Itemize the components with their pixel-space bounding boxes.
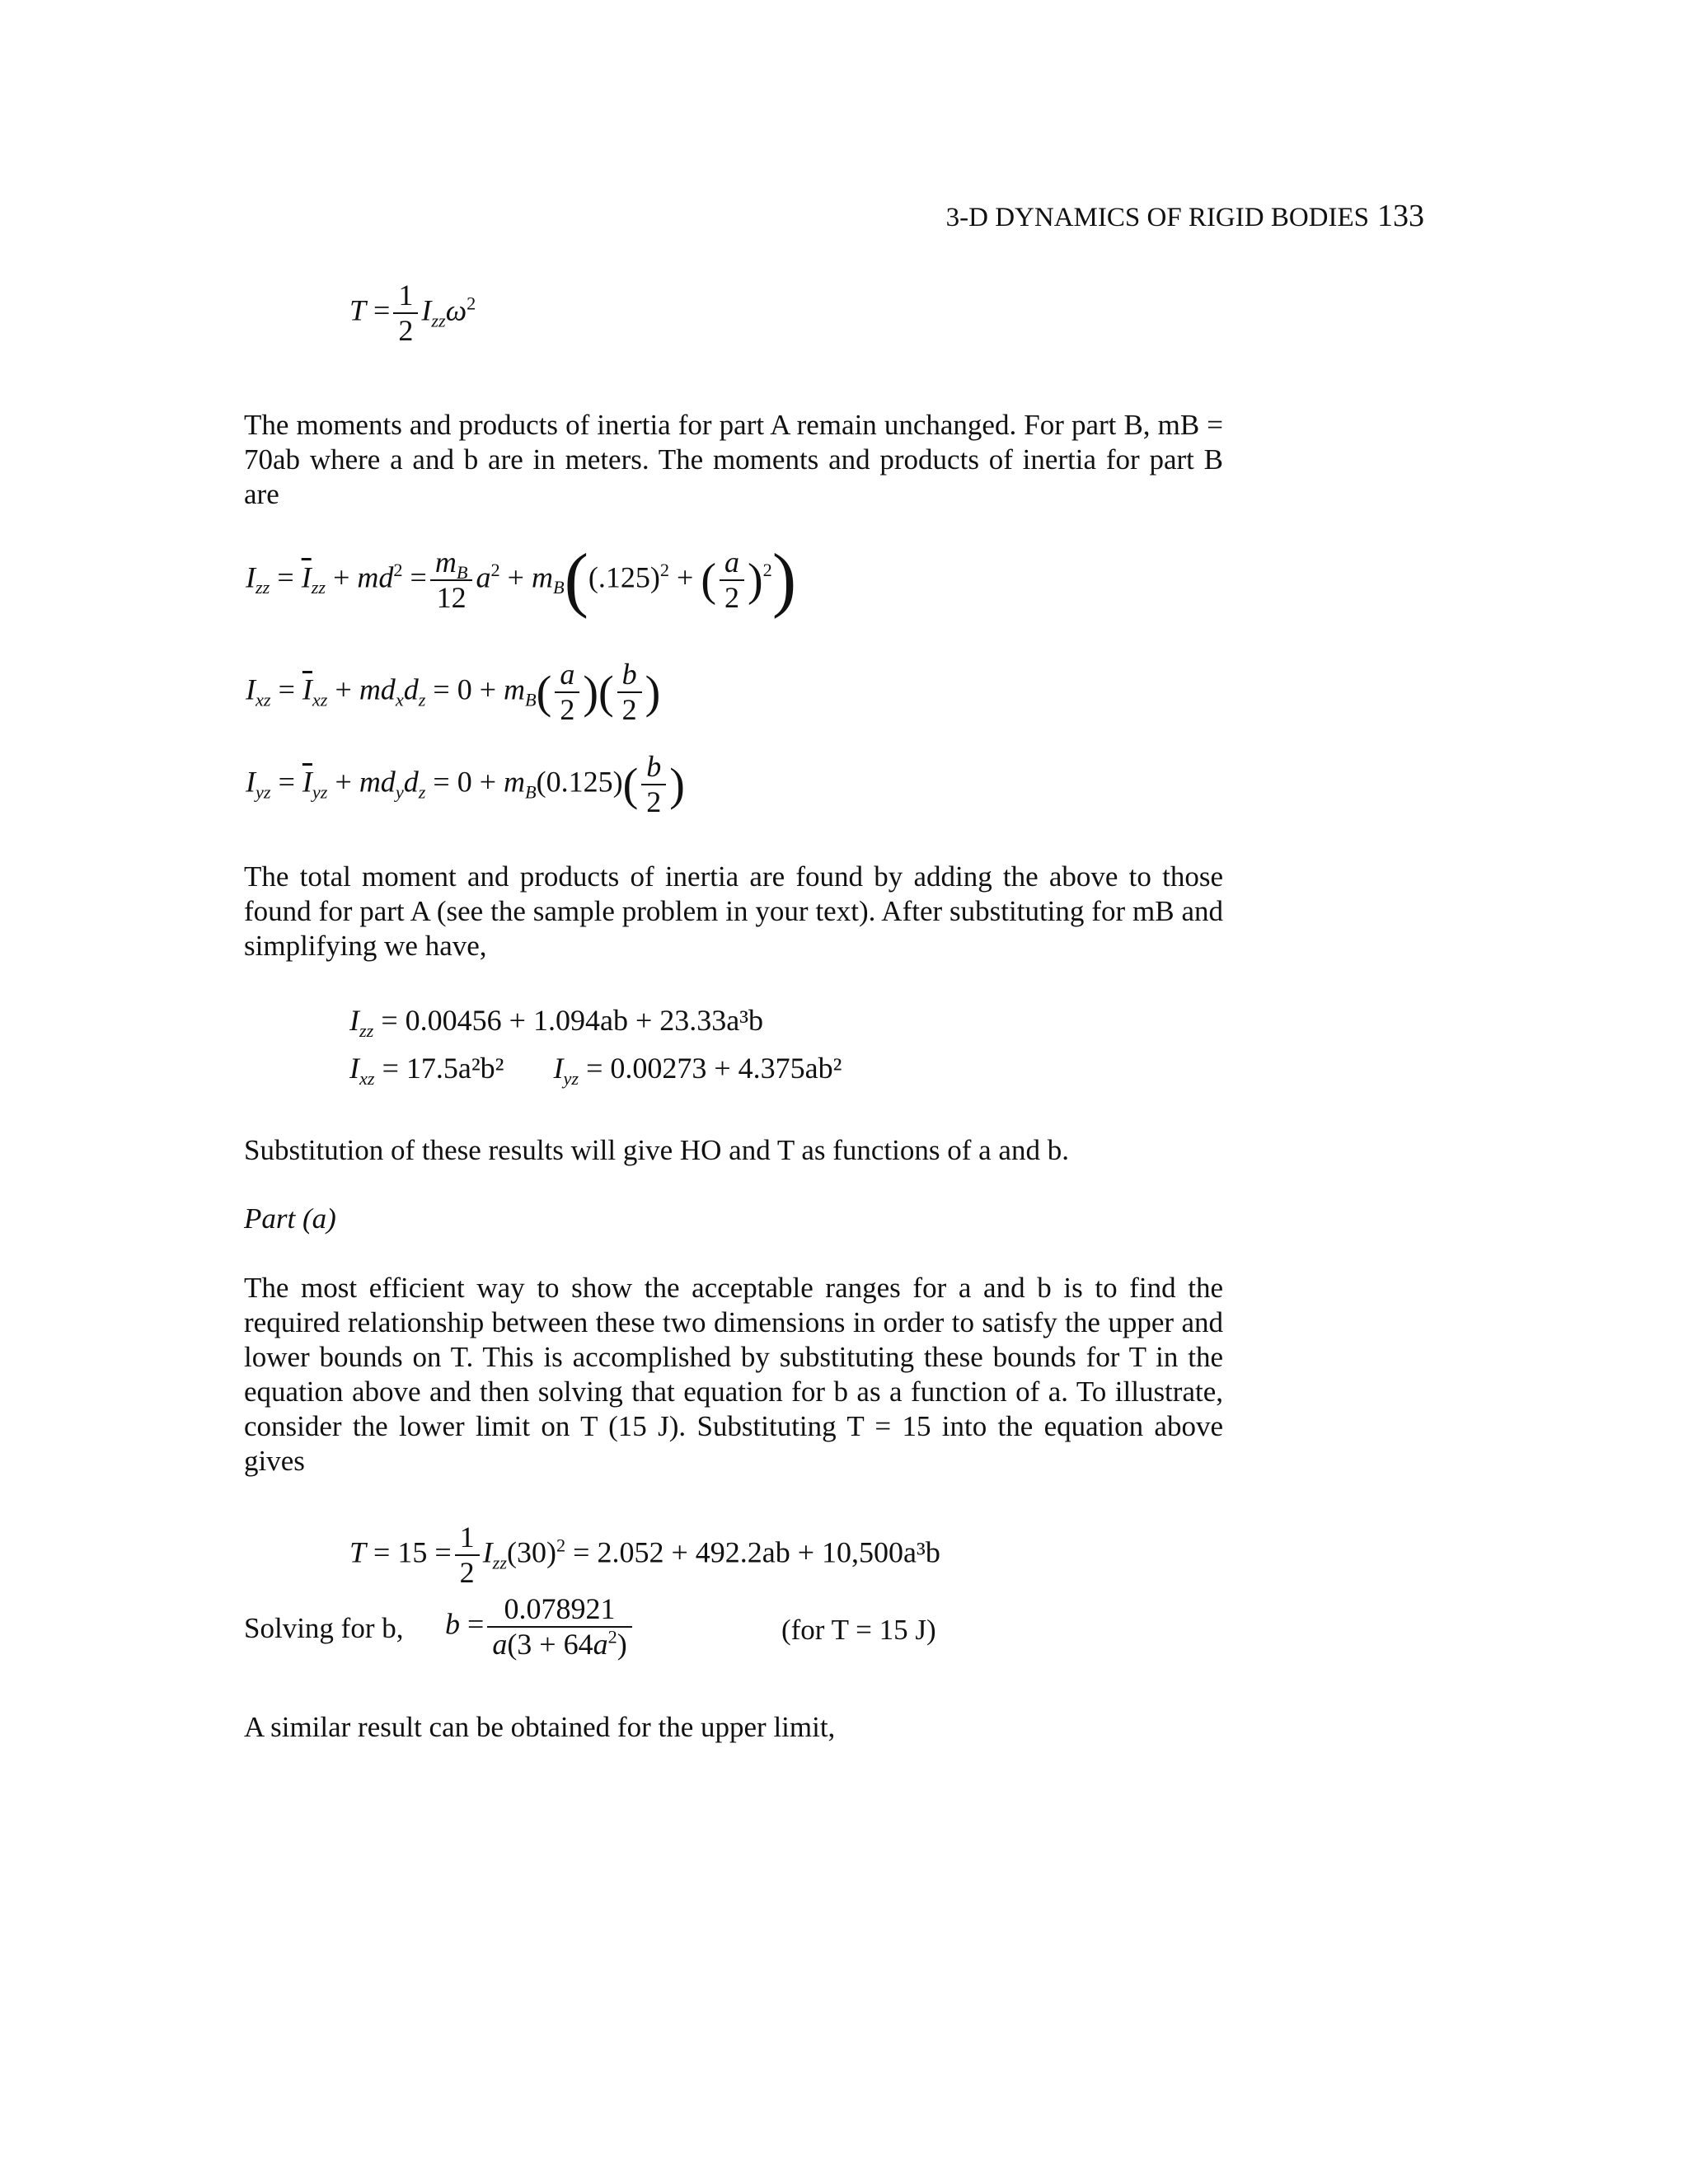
paragraph-total-inertia: The total moment and products of inertia are found by adding the above to those found for part A (see the sample problem in your text). After substituting for mB and simplifying we have, [244, 860, 1223, 962]
equation-ixz-part-b: $I_{xz} = \overline{I}_{xz} + md_xd_z = 0 + m_B$( $\frac{a}{2}$ )( $\frac{b}{2}$ ) [246, 658, 661, 727]
solving-note: (for T = 15 J) [781, 1614, 936, 1646]
paragraph-upper-limit: A similar result can be obtained for the upper limit, [244, 1711, 836, 1743]
equation-izz-total: $I_{zz} = 0.00456 + 1.094ab + 23.33a^3b$ [349, 1004, 764, 1041]
fraction-a-over-2: $\frac{a}{2}$ [555, 658, 579, 728]
fraction-mb-over-12: $\frac{m_B}{12}$ [430, 546, 473, 616]
equation-kinetic-energy: T = $\frac{1}{2}$ $I_{zz}\omega^2$ [349, 279, 476, 348]
solving-label: Solving for b, [244, 1612, 404, 1644]
running-head [946, 198, 1424, 234]
page-number: 133 [1377, 199, 1424, 233]
fraction-half: $\frac{1}{2}$ [393, 279, 418, 349]
chapter-title: 3-D DYNAMICS OF RIGID BODIES [945, 203, 1369, 232]
fraction-half: $\frac{1}{2}$ [455, 1521, 480, 1591]
fraction-b-solution: $\frac{0.078921}{a(3 + 64a^2)}$ [487, 1592, 631, 1662]
equation-izz-part-b: $I_{zz} = \overline{I}_{zz} + md^2$ = $\frac{m_B}{12}$ $a^2 + m_B((.125)^2$ + ( $\frac{a}{2}$ )$^2$) [246, 540, 797, 620]
paragraph-efficient-way: The most efficient way to show the acceptable ranges for a and b is to find the required relationship between these two dimensions in order to satisfy the upper and lower bounds on T. This is accomplished by substituting these bounds for T in the equation above and then solving that equation for b as a function of a. To illustrate, consider the lower limit on T (15 J). Substituting T = 15 into the equation above gives [244, 1272, 1223, 1477]
equation-b-solution: b = $\frac{0.078921}{a(3 + 64a^2)}$ [445, 1592, 635, 1662]
fraction-b-over-2: $\frac{b}{2}$ [641, 750, 666, 820]
equation-iyz-part-b: $I_{yz} = \overline{I}_{yz} + md_yd_z = 0 + m_B(0.125)$( $\frac{b}{2}$ ) [246, 750, 685, 819]
section-heading-part-a: Part (a) [244, 1202, 336, 1235]
paragraph-substitution: Substitution of these results will give HO and T as functions of a and b. [244, 1134, 1069, 1166]
equation-t-equals-15: T = 15 = $\frac{1}{2}$ $I_{zz}(30)^2 = 2.052 + 492.2ab + 10,500a^3b$ [349, 1521, 940, 1590]
equation-ixz-iyz-total: $I_{xz} = 17.5a^2b^2$ $I_{yz} = 0.00273 + 4.375ab^2$ [349, 1052, 842, 1089]
fraction-b-over-2: $\frac{b}{2}$ [617, 658, 642, 728]
paragraph-part-b-intro: The moments and products of inertia for part A remain unchanged. For part B, mB = 70ab where a and b are in meters. The moments and products of inertia for part B are [244, 409, 1223, 510]
fraction-a-over-2: $\frac{a}{2}$ [720, 546, 744, 616]
